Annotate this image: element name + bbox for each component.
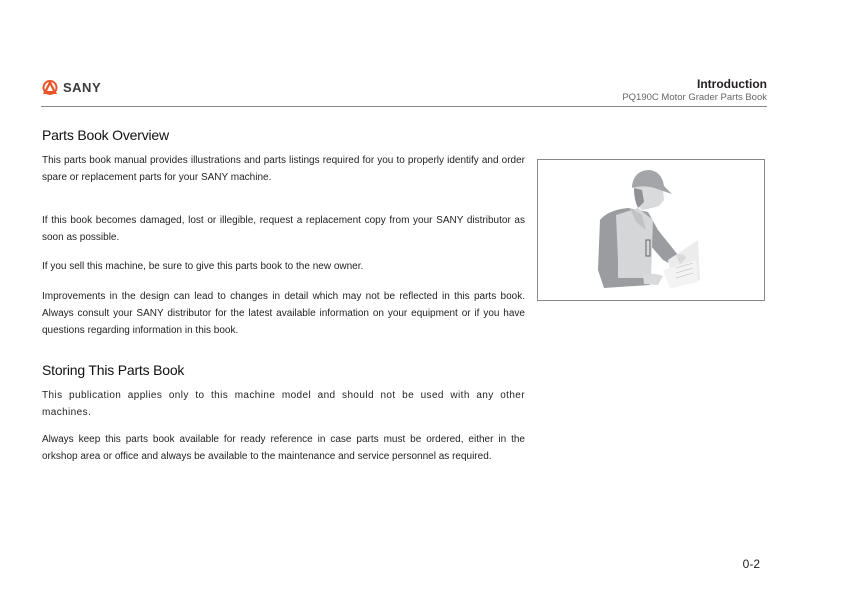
book-title: PQ190C Motor Grader Parts Book	[622, 92, 767, 103]
overview-paragraph: If you sell this machine, be sure to give this parts book to the new owner.	[42, 261, 364, 272]
overview-paragraph: If this book becomes damaged, lost or illegible, request a replacement copy from your SANY distributor as soon as possible.	[42, 215, 525, 243]
header-divider	[41, 106, 767, 107]
storing-heading: Storing This Parts Book	[42, 362, 185, 378]
overview-paragraph: This parts book manual provides illustrations and parts listings required for you to properly identify and order spare or replacement parts for your SANY machine.	[42, 155, 525, 183]
storing-paragraph: Always keep this parts book available for ready reference in case parts must be ordered, either in the orkshop area or office and always be available to the maintenance and service personnel as required.	[42, 434, 525, 462]
storing-paragraph: This publication applies only to this machine model and should not be used with any other machines.	[42, 390, 525, 418]
page-number: 0-2	[742, 557, 760, 571]
logo-text: SANY	[63, 79, 102, 95]
man-reading-illustration	[538, 160, 764, 300]
overview-heading: Parts Book Overview	[42, 127, 169, 143]
section-title: Introduction	[697, 77, 767, 91]
sany-logo	[41, 79, 101, 95]
figure-man-reading	[537, 159, 765, 301]
sany-logo-icon	[41, 79, 59, 95]
overview-paragraph: Improvements in the design can lead to changes in detail which may not be reflected in this parts book. Always consult your SANY distributor for the latest available information on your equipment or if you have questions regarding information in this book.	[42, 291, 525, 336]
